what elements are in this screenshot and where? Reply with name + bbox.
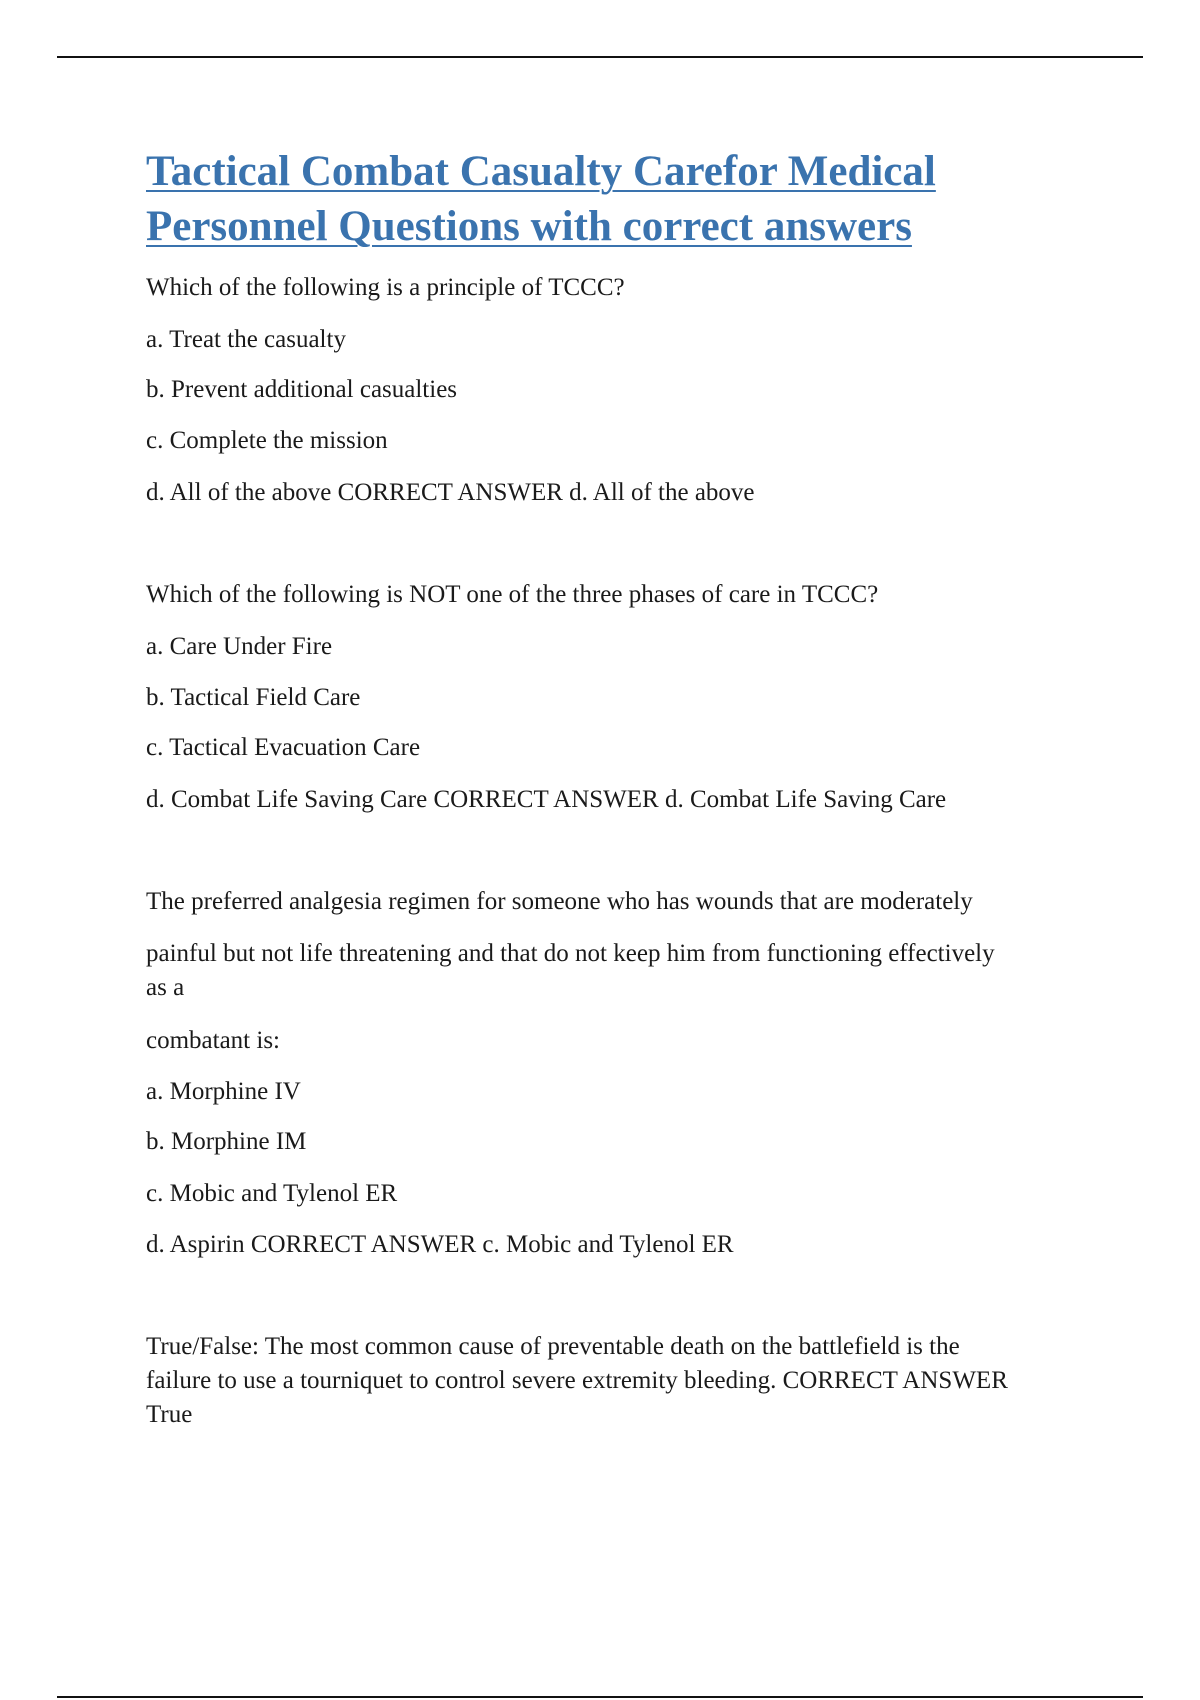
question-3-option-d: d. Aspirin CORRECT ANSWER c. Mobic and Tylenol ER [146, 1231, 734, 1258]
bottom-rule [57, 1696, 1143, 1698]
page-title[interactable] [146, 144, 1106, 254]
question-3-option-a: a. Morphine IV [146, 1078, 301, 1105]
title-line-1: Tactical Combat Casualty Carefor Medical [146, 148, 936, 195]
question-1-option-c: c. Complete the mission [146, 427, 388, 454]
top-rule [57, 56, 1143, 58]
question-1-option-d: d. All of the above CORRECT ANSWER d. All of the above [146, 479, 755, 506]
question-1-option-b: b. Prevent additional casualties [146, 376, 458, 403]
question-1-option-a: a. Treat the casualty [146, 326, 346, 353]
question-4-text: True/False: The most common cause of preventable death on the battlefield is the failure to use a tourniquet to control severe extremity bleeding. CORRECT ANSWER True [146, 1333, 1008, 1428]
question-2-option-d: d. Combat Life Saving Care CORRECT ANSWER d. Combat Life Saving Care [146, 786, 947, 813]
question-2-option-a: a. Care Under Fire [146, 633, 333, 660]
question-1-prompt: Which of the following is a principle of TCCC? [146, 274, 625, 301]
question-2-option-b: b. Tactical Field Care [146, 684, 361, 711]
question-3-prompt-line-3: combatant is: [146, 1027, 280, 1054]
question-3-option-c: c. Mobic and Tylenol ER [146, 1180, 398, 1207]
question-3-prompt-line-2: painful but not life threatening and that do not keep him from functioning effectively as a [146, 940, 995, 1001]
question-2-prompt: Which of the following is NOT one of the three phases of care in TCCC? [146, 581, 879, 608]
question-3-prompt-line-1: The preferred analgesia regimen for someone who has wounds that are moderately [146, 888, 973, 915]
question-3-option-b: b. Morphine IM [146, 1128, 307, 1155]
question-2-option-c: c. Tactical Evacuation Care [146, 734, 421, 761]
title-line-2: Personnel Questions with correct answers [146, 203, 912, 250]
